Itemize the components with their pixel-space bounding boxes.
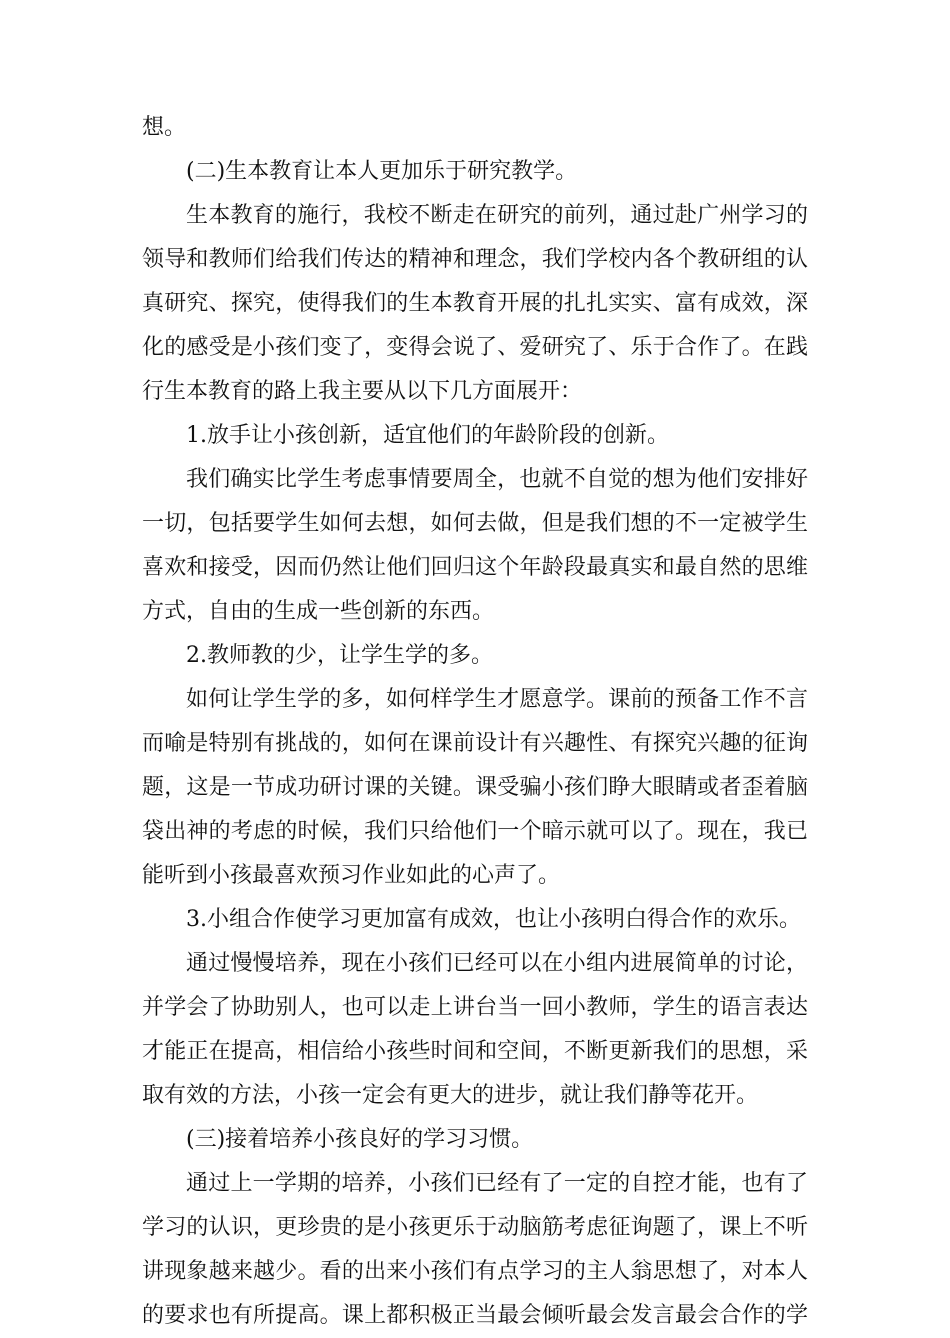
subsection-heading: 3.小组合作使学习更加富有成效，也让小孩明白得合作的欢乐。 [186,907,801,932]
text-line: 通过慢慢培养，现在小孩们已经可以在小组内进展简单的讨论， [186,951,808,976]
text-line: 的要求也有所提高。课上都积极正当最会倾听最会发言最会合作的学 [142,1303,808,1328]
text-line: 袋出神的考虑的时候，我们只给他们一个暗示就可以了。现在，我已 [142,819,808,844]
section-heading: (二)生本教育让本人更加乐于研究教学。 [186,159,578,184]
text-line: 想。 [142,115,187,140]
text-line: 行生本教育的路上我主要从以下几方面展开： [142,379,583,404]
body-text [142,106,808,1338]
text-line: 通过上一学期的培养，小孩们已经有了一定的自控才能，也有了 [186,1171,808,1196]
text-line: 真研究、探究，使得我们的生本教育开展的扎扎实实、富有成效，深 [142,291,808,316]
text-line: 我们确实比学生考虑事情要周全，也就不自觉的想为他们安排好 [186,467,808,492]
text-line: 如何让学生学的多，如何样学生才愿意学。课前的预备工作不言 [186,687,808,712]
text-line: 一切，包括要学生如何去想，如何去做，但是我们想的不一定被学生 [142,511,808,536]
text-line: 领导和教师们给我们传达的精神和理念，我们学校内各个教研组的认 [142,247,808,272]
text-line: 方式，自由的生成一些创新的东西。 [142,599,495,624]
text-line: 而喻是特别有挑战的，如何在课前设计有兴趣性、有探究兴趣的征询 [142,731,808,756]
subsection-heading: 1.放手让小孩创新，适宜他们的年龄阶段的创新。 [186,423,669,448]
text-line: 学习的认识，更珍贵的是小孩更乐于动脑筋考虑征询题了，课上不听 [142,1215,808,1240]
text-line: 并学会了协助别人，也可以走上讲台当一回小教师，学生的语言表达 [142,995,808,1020]
text-line: 生本教育的施行，我校不断走在研究的前列，通过赴广州学习的 [186,203,808,228]
text-line: 才能正在提高，相信给小孩些时间和空间，不断更新我们的思想，采 [142,1039,808,1064]
text-line: 题，这是一节成功研讨课的关键。课受骗小孩们睁大眼睛或者歪着脑 [142,775,808,800]
text-line: 能听到小孩最喜欢预习作业如此的心声了。 [142,863,561,888]
text-line: 喜欢和接受，因而仍然让他们回归这个年龄段最真实和最自然的思维 [142,555,808,580]
text-line: 取有效的方法，小孩一定会有更大的进步，就让我们静等花开。 [142,1083,759,1108]
text-line: 讲现象越来越少。看的出来小孩们有点学习的主人翁思想了，对本人 [142,1259,808,1284]
text-line: 化的感受是小孩们变了，变得会说了、爱研究了、乐于合作了。在践 [142,335,808,360]
subsection-heading: 2.教师教的少，让学生学的多。 [186,643,493,668]
section-heading: (三)接着培养小孩良好的学习习惯。 [186,1127,534,1152]
